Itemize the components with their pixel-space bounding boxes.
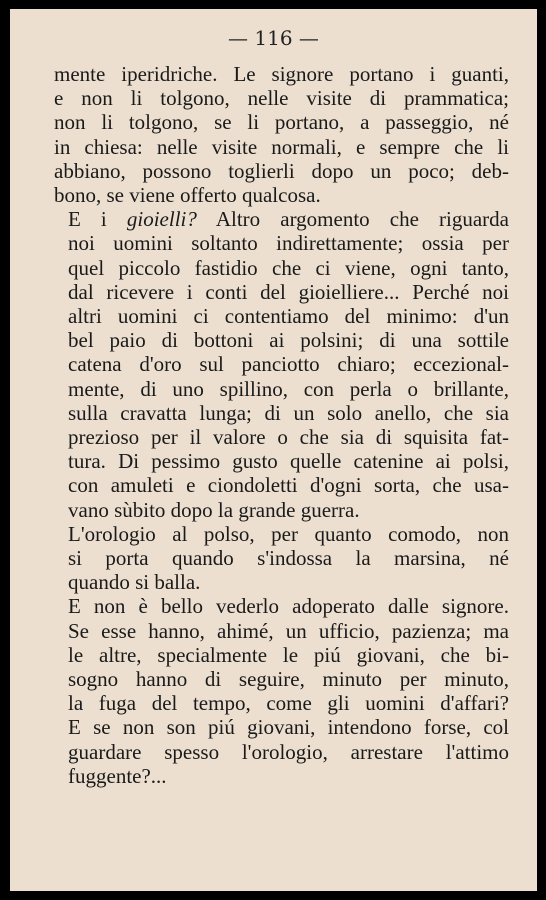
text-line: mente iperidriche. Le signore portano i guanti,	[54, 62, 509, 86]
text-line: si porta quando s'indossa la marsina, né	[68, 546, 509, 571]
text-line: tura. Di pessimo gusto quelle catenine ai polsi,	[68, 449, 509, 474]
text-line: noi uomini soltanto indirettamente; ossia per	[68, 231, 509, 256]
text-line: la fuga del tempo, come gli uomini d'affari?	[68, 691, 509, 716]
book-page	[10, 9, 537, 891]
text-line: L'orologio al polso, per quanto comodo, non	[68, 521, 509, 546]
text-line: prezioso per il valore o che sia di squisita fat-	[68, 425, 509, 450]
text-line: con amuleti e ciondoletti d'ogni sorta, che usa-	[68, 473, 509, 498]
text-line: Se esse hanno, ahimé, un ufficio, pazienza; ma	[68, 618, 509, 643]
text-line: E non è bello vederlo adoperato dalle signore.	[68, 594, 509, 619]
text-line: e non li tolgono, nelle visite di prammatica;	[54, 86, 509, 111]
text-fragment: E i	[68, 207, 127, 232]
text-line: quando si balla.	[68, 570, 201, 595]
text-line: catena d'oro sul panciotto chiaro; eccezional-	[68, 352, 509, 377]
text-line: bel paio di bottoni ai polsini; di una sottile	[68, 328, 509, 353]
text-line: bono, se viene offerto qualcosa.	[54, 183, 321, 208]
page-number: — 116 —	[228, 26, 319, 50]
text-line	[54, 207, 509, 231]
text-line: sulla cravatta lunga; di un solo anello, che sia	[68, 400, 509, 425]
text-line: in chiesa: nelle visite normali, e sempre che li	[54, 134, 509, 159]
text-line: E se non son piú giovani, intendono forse, col	[68, 715, 509, 740]
paragraph-1	[54, 62, 509, 207]
text-line: sogno hanno di seguire, minuto per minuto,	[68, 667, 509, 692]
text-line: quel piccolo fastidio che ci viene, ogni tanto,	[68, 255, 509, 280]
paragraph-3	[54, 522, 509, 595]
text-line: abbiano, possono toglierli dopo un poco; deb-	[54, 158, 509, 183]
italic-term: gioielli?	[126, 207, 197, 232]
text-line: non li tolgono, se li portano, a passeggio, né	[54, 110, 509, 135]
text-line: guardare spesso l'orologio, arrestare l'attimo	[68, 739, 509, 764]
text-line: mente, di uno spillino, con perla o brillante,	[68, 376, 509, 401]
body-text	[54, 62, 509, 788]
text-line: dal ricevere i conti del gioielliere... Perché noi	[68, 279, 509, 304]
text-fragment: Altro argomento che riguarda	[196, 207, 509, 232]
paragraph-2	[54, 207, 509, 522]
paragraph-4	[54, 594, 509, 788]
text-line: fuggente?...	[68, 763, 167, 788]
text-line: vano sùbito dopo la grande guerra.	[68, 497, 360, 522]
text-line: altri uomini ci contentiamo del minimo: d'un	[68, 304, 509, 329]
text-line: le altre, specialmente le piú giovani, che bi-	[68, 642, 509, 667]
